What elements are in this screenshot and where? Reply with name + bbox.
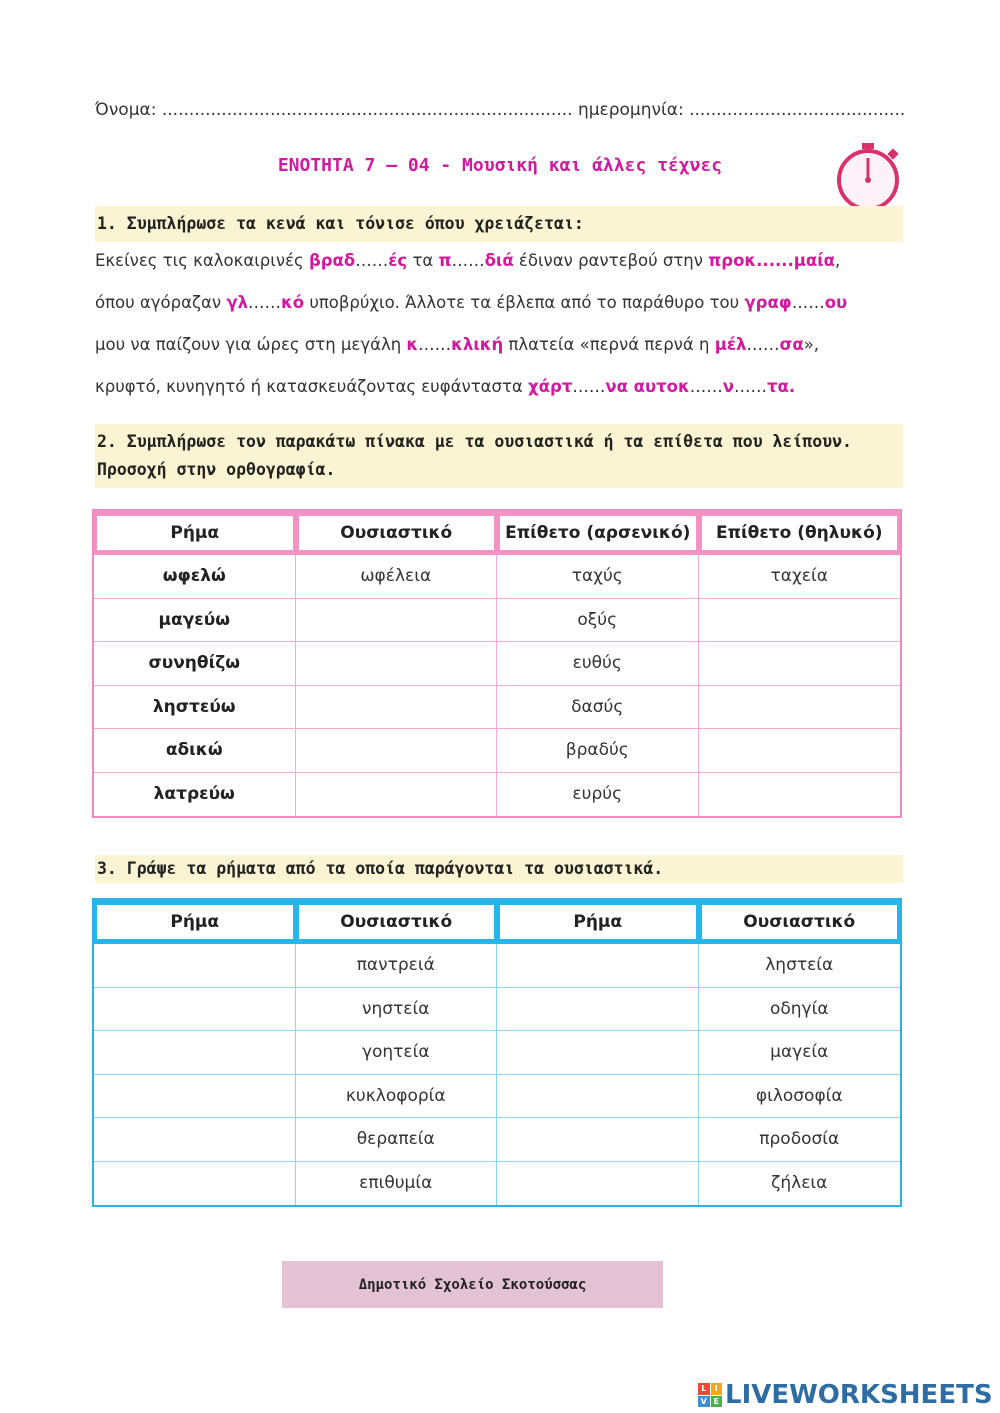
section3-heading: 3. Γράψε τα ρήματα από τα οποία παράγονται τα ουσιαστικά. <box>95 855 903 883</box>
answer-cell[interactable] <box>296 642 498 686</box>
line-text: …… <box>734 377 767 396</box>
answer-cell[interactable] <box>296 729 498 773</box>
table-row <box>94 599 900 643</box>
line-text: …… <box>791 293 825 312</box>
table-row <box>94 1031 900 1075</box>
line-text: μου να παίζουν για ώρες στη μεγάλη <box>95 335 407 354</box>
line-text: Εκείνες τις καλοκαιρινές <box>95 251 309 270</box>
noun-cell: ζήλεια <box>771 1173 828 1194</box>
fill-in-word: π <box>438 251 452 270</box>
line-text: τα <box>407 251 439 270</box>
fill-in-word: προκ......μαία <box>708 251 836 270</box>
nouns-adjectives-table <box>92 509 902 818</box>
line-text: έδιναν ραντεβού στην <box>513 251 709 270</box>
header-adj-fem: Επίθετο (θηλυκό) <box>699 511 901 555</box>
section1-heading: 1. Συμπλήρωσε τα κενά και τόνισε όπου χρειάζεται: <box>95 206 903 242</box>
line-text: , <box>835 251 841 270</box>
line-text: …… <box>746 335 780 354</box>
noun-cell: προδοσία <box>699 1118 901 1162</box>
line-text: …… <box>572 377 606 396</box>
table-header-row <box>94 900 900 944</box>
header-noun: Ουσιαστικό <box>296 511 498 555</box>
exercise-line-4 <box>95 377 905 396</box>
answer-cell[interactable] <box>94 944 296 988</box>
fill-in-word: χάρτ <box>528 377 573 396</box>
liveworksheets-text: LIVEWORKSHEETS <box>725 1380 993 1410</box>
table-row <box>94 686 900 730</box>
line-text: …… <box>355 251 389 270</box>
verb-cell: συνηθίζω <box>94 642 296 686</box>
word-cell: βραδύς <box>497 729 699 773</box>
table-row <box>94 729 900 773</box>
logo-letter-e: E <box>711 1396 723 1408</box>
word-cell: ωφέλεια <box>296 555 498 599</box>
verb-cell: μαγεύω <box>94 599 296 643</box>
answer-cell[interactable] <box>94 988 296 1032</box>
noun-cell: γοητεία <box>296 1031 498 1075</box>
fill-in-word: διά <box>484 251 514 270</box>
logo-letter-l: L <box>698 1383 710 1395</box>
table-row <box>94 642 900 686</box>
header-verb: Ρήμα <box>94 511 296 555</box>
table-row <box>94 1118 900 1162</box>
answer-cell[interactable] <box>497 1118 699 1162</box>
answer-cell[interactable] <box>497 1031 699 1075</box>
word-cell: ταχύς <box>497 555 699 599</box>
line-text: όπου αγόραζαν <box>95 293 227 312</box>
noun-cell: κυκλοφορία <box>296 1075 498 1119</box>
fill-in-word: τα <box>767 377 789 396</box>
liveworksheets-logo-icon <box>698 1383 722 1407</box>
answer-cell[interactable] <box>699 773 901 817</box>
verb-cell: ωφελώ <box>94 555 296 599</box>
answer-cell[interactable] <box>296 599 498 643</box>
word-cell: ταχεία <box>699 555 901 599</box>
table-row <box>94 988 900 1032</box>
noun-cell: παντρειά <box>296 944 498 988</box>
answer-cell[interactable] <box>497 988 699 1032</box>
fill-in-word: σα <box>779 335 804 354</box>
fill-in-word: κλική <box>451 335 504 354</box>
fill-in-word: γραφ <box>744 293 792 312</box>
exercise-line-2 <box>95 293 905 312</box>
liveworksheets-brand[interactable] <box>698 1375 993 1413</box>
section2-heading-line1: 2. Συμπλήρωσε τον παρακάτω πίνακα με τα ουσιαστικά ή τα επίθετα που λείπουν. <box>97 432 852 451</box>
fill-in-word: βραδ <box>308 251 356 270</box>
answer-cell[interactable] <box>296 686 498 730</box>
line-text: …… <box>248 293 282 312</box>
fill-in-word: να αυτοκ <box>605 377 690 396</box>
fill-in-word: ές <box>388 251 408 270</box>
section2-heading <box>95 424 903 488</box>
line-text: πλατεία «περνά περνά η <box>503 335 715 354</box>
answer-cell[interactable] <box>94 1118 296 1162</box>
header-verb-right: Ρήμα <box>497 900 699 944</box>
line-text: κρυφτό, κυνηγητό ή κατασκευάζοντας ευφάνταστα <box>95 377 529 396</box>
header-noun-right: Ουσιαστικό <box>699 900 901 944</box>
exercise-line-1 <box>95 251 905 270</box>
answer-cell[interactable] <box>94 1031 296 1075</box>
answer-cell[interactable] <box>296 773 498 817</box>
line-text: », <box>803 335 820 354</box>
answer-cell[interactable] <box>497 1075 699 1119</box>
noun-cell: επιθυμία <box>296 1162 498 1206</box>
noun-cell: νηστεία <box>296 988 498 1032</box>
answer-cell[interactable] <box>94 1075 296 1119</box>
header-adj-masc: Επίθετο (αρσενικό) <box>497 511 699 555</box>
word-cell: ευθύς <box>497 642 699 686</box>
answer-cell[interactable] <box>699 599 901 643</box>
fill-in-word: κ <box>406 335 419 354</box>
verb-cell: λατρεύω <box>94 773 296 817</box>
line-text: …… <box>418 335 452 354</box>
word-cell: οξύς <box>497 599 699 643</box>
fill-in-word: ν <box>722 377 734 396</box>
stopwatch-icon <box>834 140 906 212</box>
verbs-table <box>92 898 902 1207</box>
table-row <box>94 944 900 988</box>
verb-cell: αδικώ <box>94 729 296 773</box>
name-date-line: Όνομα: ............................................................................ ημερομηνία: ........................................ <box>95 100 906 120</box>
answer-cell[interactable] <box>699 642 901 686</box>
fill-in-word: γλ <box>226 293 249 312</box>
answer-cell[interactable] <box>497 1162 699 1206</box>
fill-in-word: κό <box>281 293 305 312</box>
school-name-box: Δημοτικό Σχολείο Σκοτούσσας <box>282 1261 663 1308</box>
table-row <box>94 1075 900 1119</box>
noun-cell: θεραπεία <box>296 1118 498 1162</box>
table-row <box>94 555 900 599</box>
fill-in-word: . <box>788 377 796 396</box>
answer-cell[interactable] <box>94 1162 296 1206</box>
line-text: …… <box>451 251 485 270</box>
noun-cell: μαγεία <box>699 1031 901 1075</box>
exercise-line-3 <box>95 335 905 354</box>
verb-cell: ληστεύω <box>94 686 296 730</box>
word-cell: ευρύς <box>497 773 699 817</box>
noun-cell: οδηγία <box>699 988 901 1032</box>
table-row <box>94 773 900 817</box>
fill-in-word: μέλ <box>714 335 747 354</box>
noun-cell: φιλοσοφία <box>699 1075 901 1119</box>
table-header-row <box>94 511 900 555</box>
page-title: ΕΝΟΤΗΤΑ 7 – 04 - Μουσική και άλλες τέχνες <box>277 155 723 176</box>
section2-heading-line2: Προσοχή στην ορθογραφία. <box>97 460 336 479</box>
logo-letter-i: I <box>711 1383 723 1395</box>
header-noun-left: Ουσιαστικό <box>296 900 498 944</box>
header-verb-left: Ρήμα <box>94 900 296 944</box>
line-text: υποβρύχιο. Άλλοτε τα έβλεπα από το παράθυρο του <box>304 293 745 312</box>
table-row <box>94 1162 900 1206</box>
line-text: …… <box>689 377 723 396</box>
answer-cell[interactable] <box>699 729 901 773</box>
word-cell: δασύς <box>497 686 699 730</box>
noun-cell: ληστεία <box>699 944 901 988</box>
logo-letter-v: V <box>698 1396 710 1408</box>
answer-cell[interactable] <box>699 686 901 730</box>
answer-cell[interactable] <box>497 944 699 988</box>
fill-in-word: ου <box>824 293 848 312</box>
